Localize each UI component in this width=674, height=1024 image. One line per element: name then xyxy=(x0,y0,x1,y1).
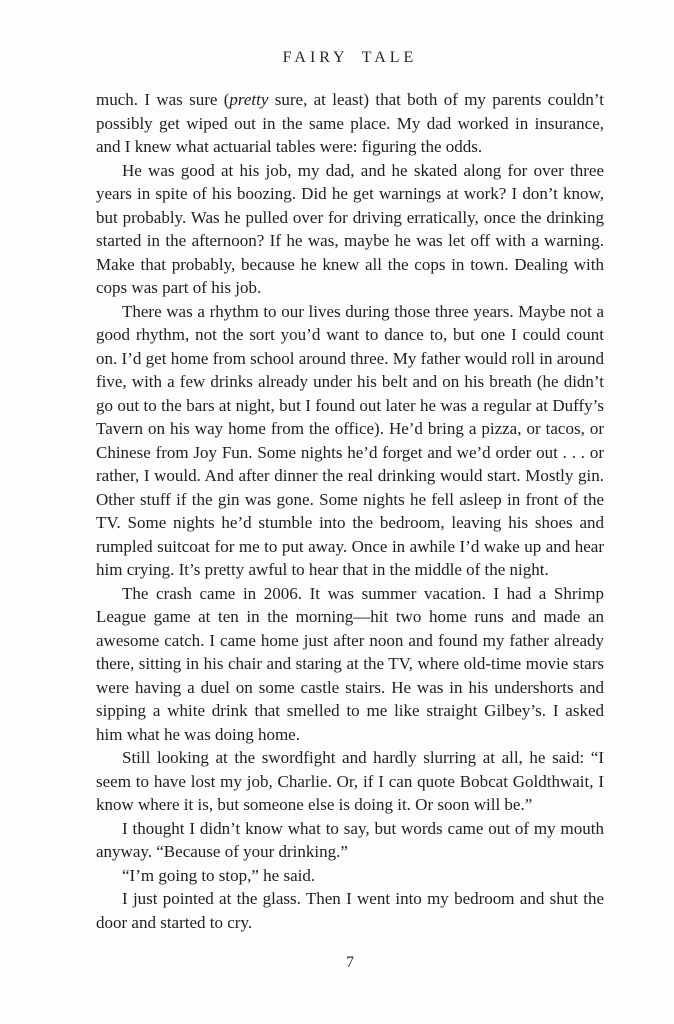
text-block xyxy=(96,88,604,934)
paragraph xyxy=(96,159,604,300)
paragraph xyxy=(96,817,604,864)
paragraph xyxy=(96,88,604,159)
paragraph xyxy=(96,582,604,747)
text-run: “I’m going to stop,” he said. xyxy=(122,865,316,885)
text-run: Still looking at the swordfight and hardly slurring at all, he said: “I seem to have lost my job, Charlie. Or, if I can quote Bobcat Goldthwait, I know where it is, but someone else is doing it. Or soon will be.” xyxy=(96,748,604,814)
text-run: He was good at his job, my dad, and he skated along for over three years in spite of his boozing. Did he get warnings at work? I don’t know, but probably. Was he pulled over for driving erratically, once the drinking started in the afternoon? If he was, maybe he was let off with a warning. Make that probably, because he knew all the cops in town. Dealing with cops was part of his job. xyxy=(96,160,604,297)
page-number: 7 xyxy=(346,954,354,971)
paragraph xyxy=(96,887,604,934)
text-run: The crash came in 2006. It was summer vacation. I had a Shrimp League game at ten in the morning—hit two home runs and made an awesome catch. I came home just after noon and found my father already there, sitting in his chair and staring at the TV, where old-time movie stars were having a duel on some castle stairs. He was in his undershorts and sipping a white drink that smelled to me like straight Gilbey’s. I asked him what he was doing home. xyxy=(96,583,604,744)
text-run: sure, at least) that both of my parents couldn’t possibly get wiped out in the same place. My dad worked in insurance, and I knew what actuarial tables were: figuring the odds. xyxy=(96,90,604,156)
text-run: I thought I didn’t know what to say, but words came out of my mouth anyway. “Because of your drinking.” xyxy=(96,818,604,861)
text-run: I just pointed at the glass. Then I went into my bedroom and shut the door and started to cry. xyxy=(96,889,604,932)
text-run: There was a rhythm to our lives during those three years. Maybe not a good rhythm, not the sort you’d want to dance to, but one I could count on. I’d get home from school around three. My father would roll in around five, with a few drinks already under his belt and on his breath (he didn’t go out to the bars at night, but I found out later he was a regular at Duffy’s Tavern on his way home from the office). He’d bring a pizza, or tacos, or Chinese from Joy Fun. Some nights he’d forget and we’d order out . . . or rather, I would. And after dinner the real drinking would start. Mostly gin. Other stuff if the gin was gone. Some nights he fell asleep in front of the TV. Some nights he’d stumble into the bedroom, leaving his shoes and rumpled suitcoat for me to put away. Once in awhile I’d wake up and hear him crying. It’s pretty awful to hear that in the middle of the night. xyxy=(96,301,604,579)
running-head: FAIRY TALE xyxy=(282,49,418,66)
paragraph xyxy=(96,864,604,888)
text-run: much. I was sure ( xyxy=(96,90,230,109)
paragraph xyxy=(96,300,604,582)
paragraph xyxy=(96,746,604,817)
italic-text-run: pretty xyxy=(229,90,269,109)
